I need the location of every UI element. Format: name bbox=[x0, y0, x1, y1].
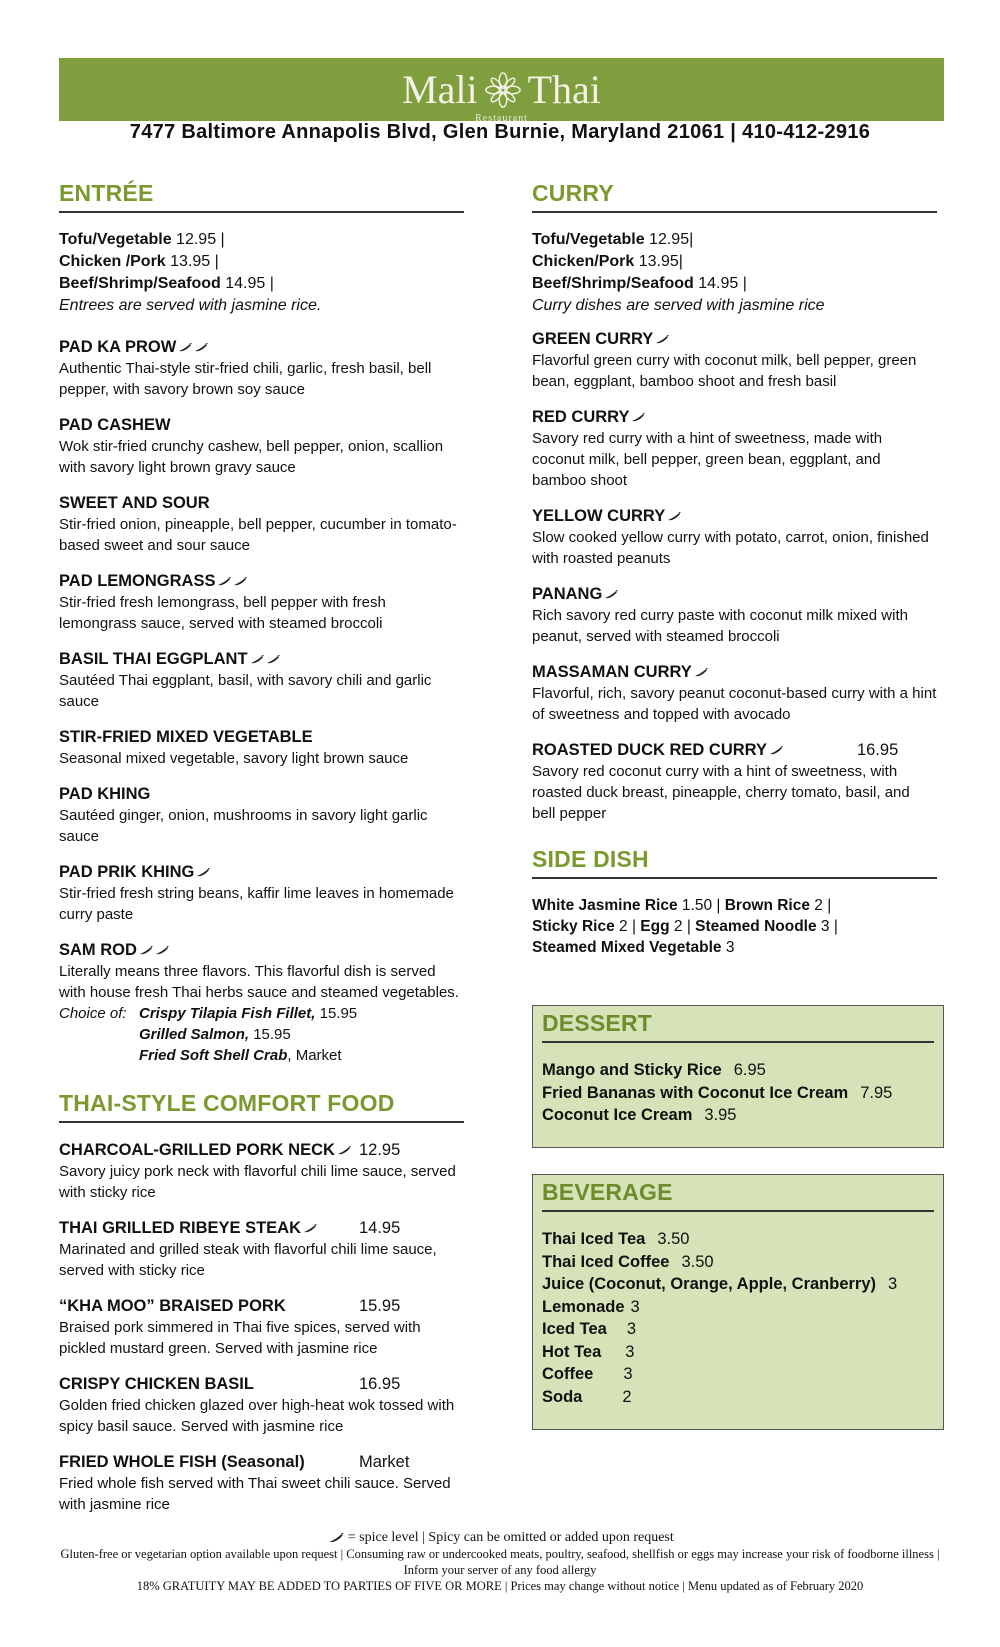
menu-item bbox=[59, 1139, 464, 1203]
menu-item-name: PAD CASHEW bbox=[59, 416, 171, 434]
menu-item-name-row bbox=[532, 583, 937, 605]
choice-price: 15.95 bbox=[319, 1005, 358, 1022]
footer bbox=[60, 1530, 940, 1594]
dessert-box bbox=[532, 1005, 944, 1148]
header-banner bbox=[59, 58, 944, 124]
side-dish-line bbox=[532, 937, 937, 958]
chili-pepper-icon bbox=[233, 577, 247, 586]
menu-item-description: Flavorful green curry with coconut milk, bell pepper, green bean, eggplant, bamboo shoot and fresh basil bbox=[532, 352, 917, 390]
box-item-name: Lemonade bbox=[542, 1297, 625, 1316]
menu-item-price: 16.95 bbox=[857, 741, 899, 759]
menu-item-name: THAI GRILLED RIBEYE STEAK bbox=[59, 1219, 302, 1237]
menu-item-price: 16.95 bbox=[359, 1375, 401, 1393]
chili-pepper-icon bbox=[328, 1533, 344, 1543]
box-item-price: 3.50 bbox=[681, 1252, 714, 1271]
chili-pepper-icon bbox=[266, 655, 280, 664]
price-value: 12.95| bbox=[644, 231, 694, 248]
side-dish-line bbox=[532, 895, 937, 916]
menu-item-name-row bbox=[59, 939, 464, 961]
sam-rod-option bbox=[59, 1003, 464, 1024]
price-line bbox=[532, 229, 937, 251]
chili-pepper-icon bbox=[194, 343, 208, 352]
menu-item bbox=[59, 726, 464, 769]
price-category: Chicken /Pork bbox=[59, 253, 166, 270]
box-item-name: Coffee bbox=[542, 1365, 594, 1383]
chili-pepper-icon bbox=[250, 655, 264, 664]
entree-note: Entrees are served with jasmine rice. bbox=[59, 297, 322, 314]
menu-item-name: YELLOW CURRY bbox=[532, 507, 666, 525]
side-dish-price: 3 bbox=[725, 939, 735, 956]
footer-allergy-note: Gluten-free or vegetarian option available upon request | Consuming raw or undercooked meats, poultry, seafood, shellfish or eggs may increase your risk of foodborne illness | Inform your server of any food allergy bbox=[60, 1547, 940, 1577]
menu-item bbox=[59, 861, 464, 925]
box-list-item bbox=[542, 1273, 934, 1296]
menu-item-name-row bbox=[532, 661, 937, 683]
price-line bbox=[532, 251, 937, 273]
price-category: Beef/Shrimp/Seafood bbox=[532, 275, 694, 292]
sam-rod-choice bbox=[59, 1003, 464, 1066]
side-dish-price: 3 | bbox=[820, 918, 838, 935]
menu-item-name: CHARCOAL-GRILLED PORK NECK bbox=[59, 1141, 335, 1159]
box-item-price: 3.95 bbox=[704, 1106, 737, 1124]
chili-pepper-icon bbox=[178, 343, 192, 352]
menu-item-description: Golden fried chicken glazed over high-heat wok tossed with spicy basil sauce. Served with jasmine rice bbox=[59, 1397, 455, 1435]
side-dish-line bbox=[532, 916, 937, 937]
menu-item-description: Savory red coconut curry with a hint of sweetness, with roasted duck breast, pineapple, cherry tomato, basil, and bell pepper bbox=[532, 763, 910, 822]
side-dish-list bbox=[532, 895, 937, 958]
menu-item-description: Authentic Thai-style stir-fried chili, garlic, fresh basil, bell pepper, with savory brown soy sauce bbox=[59, 360, 432, 398]
menu-item-name-row bbox=[59, 726, 464, 748]
choice-price: , Market bbox=[287, 1047, 342, 1064]
price-category: Tofu/Vegetable bbox=[532, 231, 645, 248]
menu-item-name-row bbox=[59, 414, 464, 436]
restaurant-logo bbox=[402, 66, 601, 124]
logo-text-left: Mali bbox=[402, 67, 478, 112]
beverage-box bbox=[532, 1174, 944, 1430]
menu-item-description: Stir-fried fresh string beans, kaffir lime leaves in homemade curry paste bbox=[59, 885, 454, 923]
box-item-name: Mango and Sticky Rice bbox=[542, 1061, 722, 1079]
box-item-name: Thai Iced Coffee bbox=[542, 1252, 670, 1271]
chili-pepper-icon bbox=[303, 1224, 317, 1233]
menu-item-description: Marinated and grilled steak with flavorful chili lime sauce, served with sticky rice bbox=[59, 1241, 437, 1279]
menu-item bbox=[532, 328, 937, 392]
beverage-title: BEVERAGE bbox=[542, 1179, 934, 1212]
menu-item-description: Flavorful, rich, savory peanut coconut-based curry with a hint of sweetness and topped with avocado bbox=[532, 685, 937, 723]
price-category: Tofu/Vegetable bbox=[59, 231, 172, 248]
menu-item-name: SWEET AND SOUR bbox=[59, 494, 210, 512]
box-item-price: 3 bbox=[888, 1275, 898, 1293]
menu-item-description: Literally means three flavors. This flavorful dish is served with house fresh Thai herbs sauce and steamed vegetables. bbox=[59, 963, 459, 1001]
box-item-price: 3 bbox=[630, 1297, 640, 1316]
price-line bbox=[59, 273, 464, 295]
menu-item bbox=[59, 570, 464, 634]
entree-price-list bbox=[59, 229, 464, 295]
menu-item bbox=[59, 939, 464, 1003]
menu-item-price: 12.95 bbox=[359, 1141, 401, 1159]
menu-item-name: CRISPY CHICKEN BASIL bbox=[59, 1375, 254, 1393]
menu-item bbox=[59, 1217, 464, 1281]
chili-pepper-icon bbox=[655, 335, 669, 344]
side-dish-price: 2 | bbox=[814, 897, 832, 914]
box-item-price: 2 bbox=[622, 1387, 632, 1406]
menu-item-name-row bbox=[59, 570, 464, 592]
menu-item-price: Market bbox=[359, 1453, 410, 1471]
box-item-price: 7.95 bbox=[860, 1083, 893, 1102]
box-list-item bbox=[542, 1082, 934, 1105]
comfort-title: THAI-STYLE COMFORT FOOD bbox=[59, 1090, 464, 1123]
beverage-list bbox=[542, 1228, 934, 1408]
price-category: Chicken/Pork bbox=[532, 253, 635, 270]
menu-item-name: STIR-FRIED MIXED VEGETABLE bbox=[59, 728, 313, 746]
menu-item-description: Sautéed ginger, onion, mushrooms in savory light garlic sauce bbox=[59, 807, 428, 845]
menu-item bbox=[532, 406, 937, 491]
menu-item-name: BASIL THAI EGGPLANT bbox=[59, 650, 248, 668]
menu-item-name: PAD PRIK KHING bbox=[59, 863, 195, 881]
box-list-item bbox=[542, 1104, 934, 1127]
curry-title: CURRY bbox=[532, 180, 937, 213]
box-item-price: 3 bbox=[623, 1365, 633, 1383]
chili-pepper-icon bbox=[604, 590, 618, 599]
box-item-name: Soda bbox=[542, 1387, 583, 1406]
price-line bbox=[532, 273, 937, 295]
dessert-list bbox=[542, 1059, 934, 1127]
menu-item bbox=[59, 336, 464, 400]
menu-item-name-row bbox=[532, 739, 937, 761]
menu-item-description: Savory red curry with a hint of sweetness, made with coconut milk, bell pepper, green bean, eggplant, and bamboo shoot bbox=[532, 430, 883, 489]
side-dish-name: Egg bbox=[640, 918, 670, 935]
box-item-name: Iced Tea bbox=[542, 1320, 607, 1338]
menu-item bbox=[59, 492, 464, 556]
menu-item-name-row bbox=[59, 1373, 464, 1395]
box-list-item bbox=[542, 1386, 934, 1409]
side-title: SIDE DISH bbox=[532, 846, 937, 879]
menu-item-description: Stir-fried fresh lemongrass, bell pepper with fresh lemongrass sauce, served with steamed broccoli bbox=[59, 594, 386, 632]
entree-items bbox=[59, 336, 464, 1003]
menu-item-name: GREEN CURRY bbox=[532, 330, 654, 348]
chili-pepper-icon bbox=[667, 512, 681, 521]
chili-pepper-icon bbox=[139, 946, 153, 955]
price-value: 14.95 | bbox=[220, 275, 274, 292]
menu-item-description: Rich savory red curry paste with coconut milk mixed with peanut, served with steamed broccoli bbox=[532, 607, 908, 645]
menu-item-name: PANANG bbox=[532, 585, 603, 603]
side-dish-name: Sticky Rice bbox=[532, 918, 615, 935]
chili-pepper-icon bbox=[217, 577, 231, 586]
lotus-flower-icon bbox=[484, 71, 522, 109]
menu-item bbox=[59, 1451, 464, 1515]
chili-pepper-icon bbox=[196, 868, 210, 877]
menu-item-name: FRIED WHOLE FISH (Seasonal) bbox=[59, 1453, 305, 1471]
box-item-name: Juice (Coconut, Orange, Apple, Cranberry) bbox=[542, 1275, 877, 1293]
curry-note: Curry dishes are served with jasmine rice bbox=[532, 297, 825, 314]
menu-item-name: RED CURRY bbox=[532, 408, 630, 426]
chili-pepper-icon bbox=[694, 668, 708, 677]
menu-item-name: SAM ROD bbox=[59, 941, 137, 959]
box-list-item bbox=[542, 1059, 934, 1082]
choice-name: Grilled Salmon, bbox=[139, 1026, 250, 1043]
menu-item-name: PAD LEMONGRASS bbox=[59, 572, 216, 590]
sam-rod-option bbox=[59, 1024, 464, 1045]
menu-item-description: Fried whole fish served with Thai sweet chili sauce. Served with jasmine rice bbox=[59, 1475, 451, 1513]
sam-rod-option bbox=[59, 1045, 464, 1066]
side-dish-price: 2 | bbox=[673, 918, 691, 935]
price-value: 13.95 | bbox=[165, 253, 219, 270]
menu-item-name: MASSAMAN CURRY bbox=[532, 663, 692, 681]
right-column bbox=[532, 180, 937, 958]
menu-item-name: ROASTED DUCK RED CURRY bbox=[532, 741, 767, 759]
spice-legend: = spice level | Spicy can be omitted or added upon request bbox=[60, 1530, 940, 1546]
side-dish-name: Brown Rice bbox=[724, 897, 810, 914]
menu-item-name-row bbox=[59, 336, 464, 358]
dessert-title: DESSERT bbox=[542, 1010, 934, 1043]
comfort-items bbox=[59, 1139, 464, 1515]
menu-item-name-row bbox=[59, 783, 464, 805]
side-dish-price: 1.50 | bbox=[681, 897, 721, 914]
menu-item-name-row bbox=[532, 406, 937, 428]
box-list-item bbox=[542, 1251, 934, 1274]
side-dish-price: 2 | bbox=[619, 918, 636, 935]
price-line bbox=[59, 251, 464, 273]
price-line bbox=[59, 229, 464, 251]
menu-item bbox=[532, 583, 937, 647]
price-value: 14.95 | bbox=[693, 275, 747, 292]
price-category: Beef/Shrimp/Seafood bbox=[59, 275, 221, 292]
menu-item-name: PAD KA PROW bbox=[59, 338, 177, 356]
chili-pepper-icon bbox=[155, 946, 169, 955]
footer-gratuity-note: 18% GRATUITY MAY BE ADDED TO PARTIES OF FIVE OR MORE | Prices may change without notice | Menu updated as of February 2020 bbox=[136, 1579, 864, 1593]
menu-item bbox=[532, 739, 937, 824]
box-list-item bbox=[542, 1363, 934, 1386]
box-list-item bbox=[542, 1228, 934, 1251]
side-dish-name: White Jasmine Rice bbox=[532, 897, 678, 914]
menu-item bbox=[59, 1373, 464, 1437]
chili-pepper-icon bbox=[631, 413, 645, 422]
menu-item-name-row bbox=[59, 861, 464, 883]
menu-item-description: Savory juicy pork neck with flavorful chili lime sauce, served with sticky rice bbox=[59, 1163, 456, 1201]
box-item-price: 6.95 bbox=[733, 1061, 766, 1079]
box-list-item bbox=[542, 1341, 934, 1364]
logo-subtitle: Restaurant bbox=[475, 113, 528, 124]
price-value: 12.95 | bbox=[171, 231, 225, 248]
menu-item-name-row bbox=[59, 1139, 464, 1161]
restaurant-address: 7477 Baltimore Annapolis Blvd, Glen Burnie, Maryland 21061 | 410-412-2916 bbox=[129, 121, 871, 143]
logo-text-right: Thai bbox=[527, 67, 601, 112]
chili-pepper-icon bbox=[769, 746, 783, 755]
menu-item-name-row bbox=[59, 492, 464, 514]
choice-name: Fried Soft Shell Crab bbox=[139, 1047, 288, 1064]
side-dish-name: Steamed Noodle bbox=[695, 918, 817, 935]
menu-item-description: Sautéed Thai eggplant, basil, with savory chili and garlic sauce bbox=[59, 672, 432, 710]
menu-item bbox=[59, 1295, 464, 1359]
side-dish-name: Steamed Mixed Vegetable bbox=[532, 939, 722, 956]
box-item-price: 3 bbox=[626, 1320, 636, 1338]
box-item-price: 3 bbox=[625, 1342, 635, 1361]
menu-item bbox=[532, 661, 937, 725]
box-item-price: 3.50 bbox=[657, 1230, 690, 1248]
box-list-item bbox=[542, 1318, 934, 1341]
curry-items bbox=[532, 328, 937, 824]
chili-pepper-icon bbox=[337, 1146, 351, 1155]
menu-item-name: “KHA MOO” BRAISED PORK bbox=[59, 1297, 286, 1315]
box-item-name: Coconut Ice Cream bbox=[542, 1106, 693, 1124]
menu-item-name-row bbox=[532, 505, 937, 527]
curry-price-list bbox=[532, 229, 937, 295]
menu-item-description: Seasonal mixed vegetable, savory light brown sauce bbox=[59, 750, 409, 767]
menu-item bbox=[59, 648, 464, 712]
box-item-name: Hot Tea bbox=[542, 1342, 602, 1361]
menu-item-name-row bbox=[59, 1217, 464, 1239]
left-column bbox=[59, 180, 464, 1515]
menu-item bbox=[59, 414, 464, 478]
menu-item-name-row bbox=[59, 648, 464, 670]
box-item-name: Thai Iced Tea bbox=[542, 1230, 646, 1248]
menu-item-price: 15.95 bbox=[359, 1297, 401, 1315]
price-value: 13.95| bbox=[634, 253, 683, 270]
choice-label: Choice of: bbox=[59, 1005, 127, 1022]
menu-item-description: Slow cooked yellow curry with potato, carrot, onion, finished with roasted peanuts bbox=[532, 529, 929, 567]
menu-item-description: Braised pork simmered in Thai five spices, served with pickled mustard green. Served with jasmine rice bbox=[59, 1319, 421, 1357]
menu-item bbox=[59, 783, 464, 847]
box-item-name: Fried Bananas with Coconut Ice Cream bbox=[542, 1083, 849, 1102]
choice-price: 15.95 bbox=[253, 1026, 291, 1043]
menu-item-price: 14.95 bbox=[359, 1219, 401, 1237]
menu-item-name: PAD KHING bbox=[59, 785, 151, 803]
menu-item-description: Stir-fried onion, pineapple, bell pepper, cucumber in tomato-based sweet and sour sauce bbox=[59, 516, 457, 554]
entree-title: ENTRÉE bbox=[59, 180, 464, 213]
menu-item-name-row bbox=[59, 1295, 464, 1317]
menu-item bbox=[532, 505, 937, 569]
menu-item-description: Wok stir-fried crunchy cashew, bell pepper, onion, scallion with savory light brown gravy sauce bbox=[59, 438, 444, 476]
menu-item-name-row bbox=[59, 1451, 464, 1473]
menu-item-name-row bbox=[532, 328, 937, 350]
choice-name: Crispy Tilapia Fish Fillet, bbox=[139, 1005, 316, 1022]
box-list-item bbox=[542, 1296, 934, 1319]
